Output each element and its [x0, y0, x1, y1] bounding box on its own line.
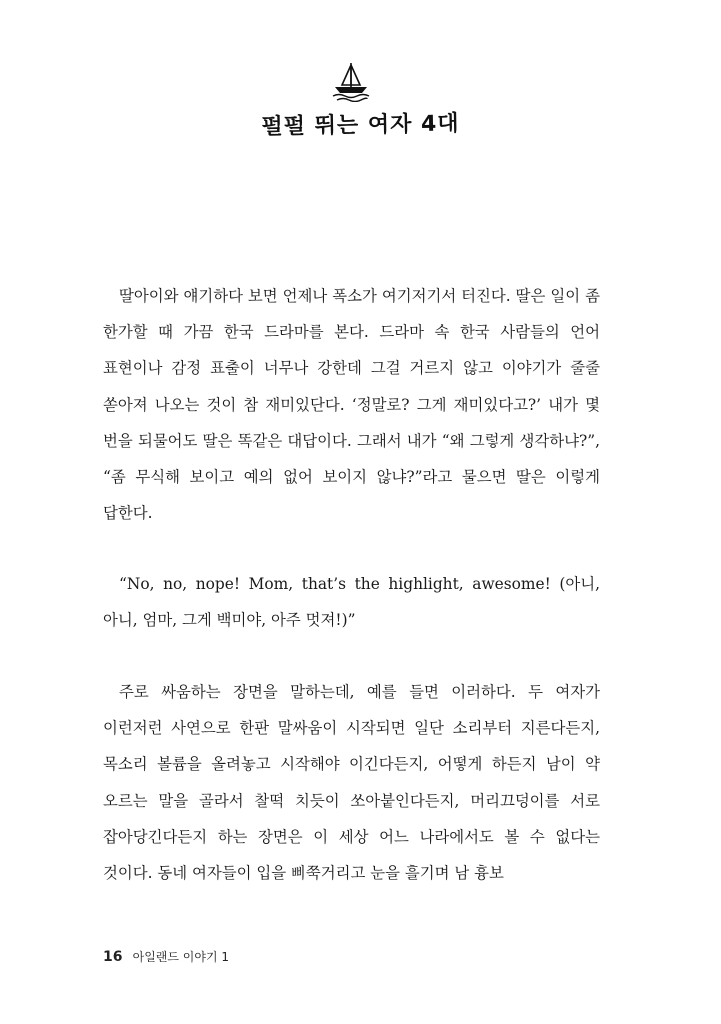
paragraph-3: 주로 싸움하는 장면을 말하는데, 예를 들면 이러하다. 두 여자가 이런저런 사연으로 한판 말싸움이 시작되면 일단 소리부터 지른다든지, 목소리 볼륨을 올려놓고 시작해야 이긴다든지, 어떻게 하든지 남이 약 오르는 말을 골라서 찰떡 치듯이 쏘아붙인다든지, 머리끄덩이를 서로 잡아당긴다든지 하는 장면은 이 세상 어느 나라에서도 볼 수 없다는 것이다. 동네 여자들이 입을 삐쭉거리고 눈을 흘기며 남 흉보	[103, 683, 600, 883]
paragraph-1: 딸아이와 얘기하다 보면 언제나 폭소가 여기저기서 터진다. 딸은 일이 좀 한가할 때 가끔 한국 드라마를 본다. 드라마 속 한국 사람들의 언어 표현이나 감정 표출이 너무나 강한데 그걸 거르지 않고 이야기가 줄줄 쏟아져 나오는 것이 참 재미있단다. ‘정말로? 그게 재미있다고?’ 내가 몇 번을 되물어도 딸은 똑같은 대답이다. 그래서 내가 “왜 그렇게 생각하냐?”, “좀 무식해 보이고 예의 없어 보이지 않냐?”라고 물으면 딸은 이렇게 답한다.	[103, 287, 600, 523]
page-number: 16	[103, 949, 123, 965]
chapter-title: 펄펄 뛰는 여자 4대	[261, 111, 460, 140]
book-title: 아일랜드 이야기 1	[132, 950, 230, 964]
sailboat-icon	[329, 60, 373, 102]
page-footer	[103, 948, 229, 965]
paragraph-2: “No, no, nope! Mom, that’s the highlight, awesome! (아니, 아니, 엄마, 그게 백미야, 아주 멋져!)”	[103, 575, 600, 630]
